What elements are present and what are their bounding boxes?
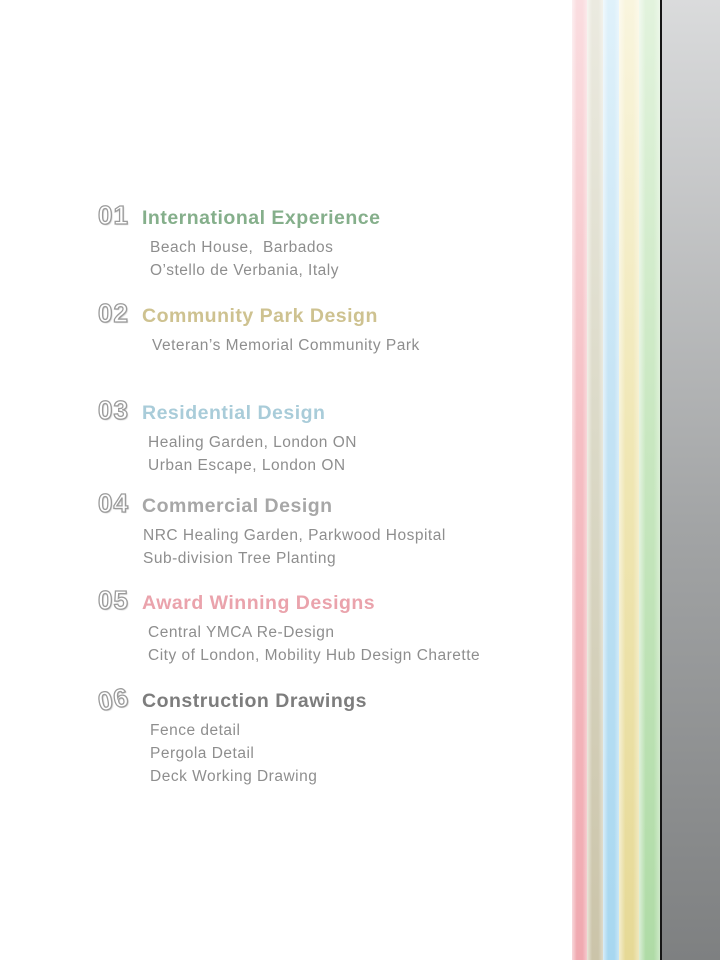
section-title: Construction Drawings [142, 690, 368, 712]
yellow-stripe [619, 0, 639, 960]
toc-item: Urban Escape, London ON [148, 457, 346, 474]
decorative-stripe-rail [572, 0, 660, 960]
section-items [150, 236, 568, 282]
toc-item: Sub-division Tree Planting [143, 550, 337, 567]
toc-item: Pergola Detail [150, 745, 255, 762]
section-number: 01 [98, 200, 129, 230]
section-number: 02 [98, 298, 129, 328]
section-number: 04 [98, 488, 129, 518]
section-number: 05 [98, 585, 129, 615]
section-number: 06 [95, 681, 132, 717]
toc-section [95, 681, 568, 788]
section-title: Commercial Design [142, 495, 333, 517]
section-head [98, 298, 568, 329]
section-number: 03 [98, 395, 129, 425]
toc-section [98, 298, 568, 357]
toc-section [98, 585, 568, 667]
toc-item: Central YMCA Re-Design [148, 624, 335, 641]
section-title: Residential Design [142, 402, 326, 424]
section-items [148, 431, 568, 477]
section-title: Community Park Design [142, 305, 378, 327]
section-head [98, 585, 568, 616]
toc-section [98, 488, 568, 570]
toc-section [98, 395, 568, 477]
toc-item: NRC Healing Garden, Parkwood Hospital [143, 527, 446, 544]
toc-item: Veteran’s Memorial Community Park [152, 337, 420, 354]
toc-item: Healing Garden, London ON [148, 434, 357, 451]
toc-section [98, 200, 568, 282]
section-items [152, 334, 568, 357]
gray-side-panel [662, 0, 720, 960]
toc-item: Beach House, Barbados [150, 239, 334, 256]
section-head [98, 395, 568, 426]
section-head [95, 681, 568, 717]
section-items [143, 524, 568, 570]
table-of-contents [95, 0, 568, 960]
section-title: International Experience [142, 207, 381, 229]
toc-item: Deck Working Drawing [150, 768, 318, 785]
green-stripe [639, 0, 660, 960]
toc-item: City of London, Mobility Hub Design Charette [148, 647, 481, 664]
toc-item: Fence detail [150, 722, 241, 739]
section-items [150, 719, 568, 788]
section-head [98, 488, 568, 519]
toc-item: O’stello de Verbania, Italy [150, 262, 339, 279]
pink-stripe [572, 0, 587, 960]
section-items [148, 621, 568, 667]
blue-stripe [603, 0, 619, 960]
section-head [98, 200, 568, 231]
section-title: Award Winning Designs [142, 592, 376, 614]
tan-stripe [587, 0, 603, 960]
